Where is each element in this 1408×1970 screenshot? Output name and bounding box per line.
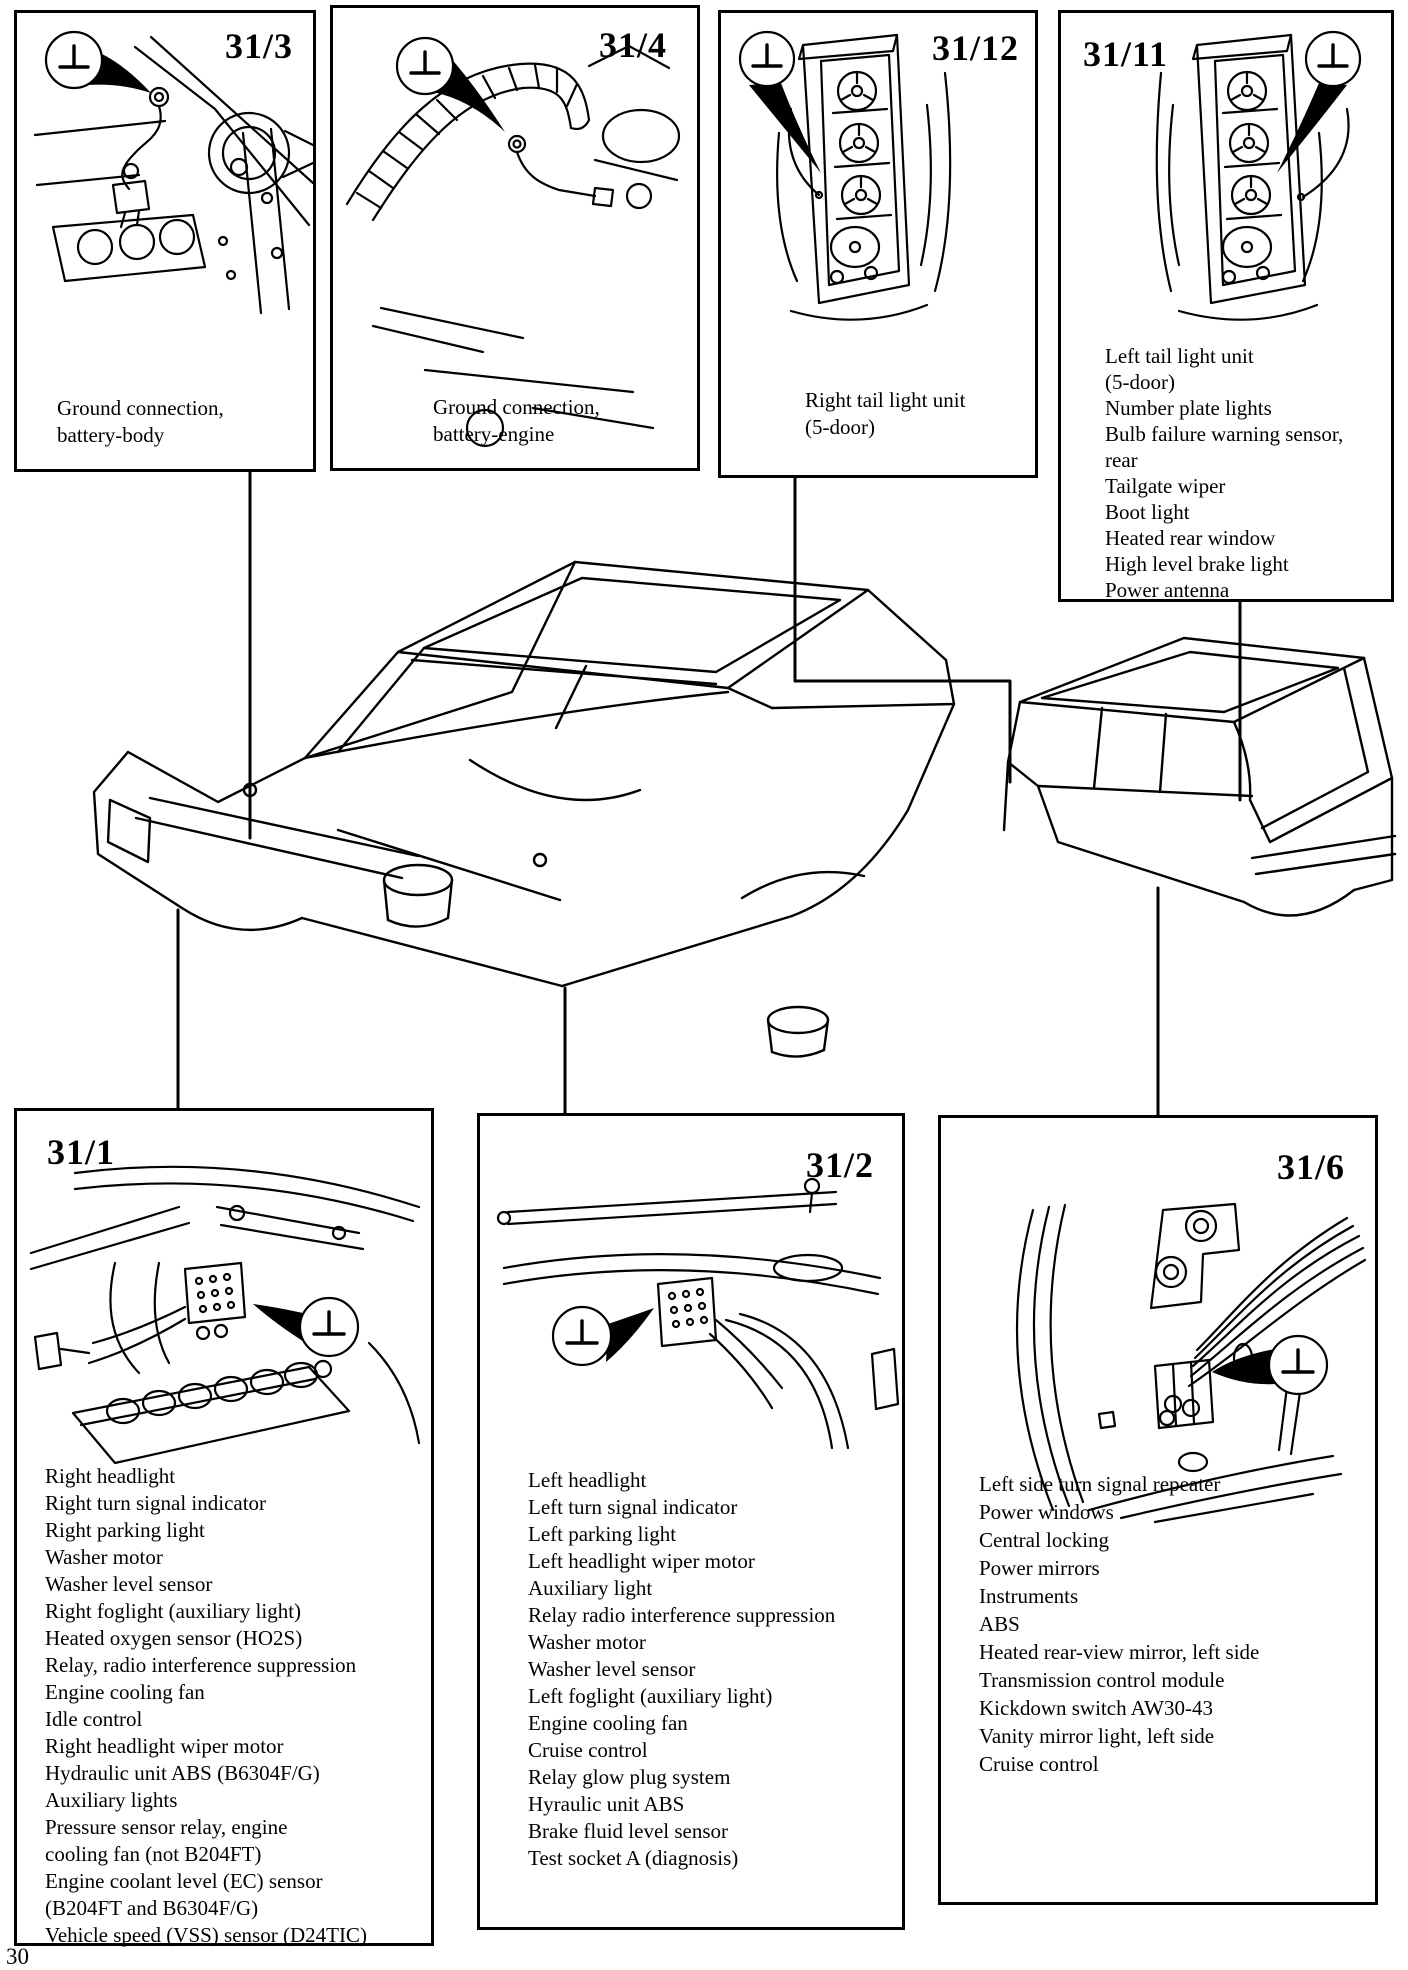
bulb-holders — [1223, 72, 1281, 267]
callout-panel-31-2 — [477, 1113, 905, 1930]
text-line: Relay radio interference suppression — [528, 1603, 836, 1627]
panel-caption — [805, 387, 965, 441]
text-line: Relay, radio interference suppression — [45, 1653, 357, 1677]
text-line: High level brake light — [1105, 552, 1289, 576]
wagon-body-drawing — [1004, 638, 1395, 915]
text-line: Power windows — [979, 1500, 1114, 1524]
text-line: (5-door) — [805, 415, 875, 439]
text-line: Cruise control — [528, 1738, 648, 1762]
text-line: Left headlight wiper motor — [528, 1549, 755, 1573]
panel-code: 31/2 — [805, 1145, 874, 1185]
text-line: Idle control — [45, 1707, 143, 1731]
text-line: Washer motor — [528, 1630, 646, 1654]
text-line: Engine cooling fan — [45, 1680, 205, 1704]
bulb-holders — [831, 72, 891, 267]
text-line: ABS — [979, 1612, 1020, 1636]
text-line: Test socket A (diagnosis) — [528, 1846, 739, 1870]
text-line: Bulb failure warning sensor, — [1105, 422, 1344, 446]
panel-code: 31/4 — [598, 25, 667, 65]
text-line: battery-engine — [433, 422, 555, 446]
text-line: Washer level sensor — [528, 1657, 696, 1681]
text-line: (B204FT and B6304F/G) — [45, 1896, 259, 1920]
text-line: Right headlight wiper motor — [45, 1734, 284, 1758]
ground-symbol-icon — [46, 32, 151, 93]
text-line: Left parking light — [528, 1522, 677, 1546]
text-line: Hyraulic unit ABS — [528, 1792, 685, 1816]
text-line: Engine cooling fan — [528, 1711, 688, 1735]
text-line: Relay glow plug system — [528, 1765, 731, 1789]
callout-panel-31-1 — [14, 1108, 434, 1946]
text-line: Cruise control — [979, 1752, 1099, 1776]
text-line: Power mirrors — [979, 1556, 1100, 1580]
text-line: Ground connection, — [433, 395, 600, 419]
text-line: Right parking light — [45, 1518, 205, 1542]
text-line: Central locking — [979, 1528, 1110, 1552]
text-line: Left headlight — [528, 1468, 647, 1492]
ground-symbol-icon — [740, 32, 821, 173]
ground-symbol-icon — [553, 1307, 654, 1365]
text-line: Engine coolant level (EC) sensor — [45, 1869, 323, 1893]
text-line: rear — [1105, 448, 1138, 472]
text-line: Right turn signal indicator — [45, 1491, 267, 1515]
panel-caption — [57, 395, 224, 449]
text-line: Pressure sensor relay, engine — [45, 1815, 288, 1839]
text-line: Left foglight (auxiliary light) — [528, 1684, 773, 1708]
text-line: Auxiliary lights — [45, 1788, 178, 1812]
ground-symbol-icon — [253, 1298, 358, 1356]
component-list — [528, 1467, 835, 1872]
text-line: Right foglight (auxiliary light) — [45, 1599, 302, 1623]
text-line: Right tail light unit — [805, 388, 966, 412]
text-line: Brake fluid level sensor — [528, 1819, 729, 1843]
panel-code: 31/1 — [47, 1132, 116, 1172]
text-line: (5-door) — [1105, 370, 1175, 394]
text-line: Auxiliary light — [528, 1576, 653, 1600]
text-line: Vehicle speed (VSS) sensor (D24TIC) — [45, 1923, 367, 1947]
text-line: Power antenna — [1105, 578, 1230, 602]
panel-code: 31/11 — [1083, 34, 1169, 74]
text-line: Transmission control module — [979, 1668, 1225, 1692]
page-number: 30 — [6, 1944, 29, 1969]
callout-panel-31-4 — [330, 5, 700, 471]
callout-panel-31-11 — [1058, 10, 1394, 602]
text-line: Left turn signal indicator — [528, 1495, 738, 1519]
text-line: Instruments — [979, 1584, 1079, 1608]
panel-code: 31/6 — [1276, 1147, 1345, 1187]
text-line: Heated rear window — [1105, 526, 1276, 550]
ground-symbol-icon — [1277, 32, 1360, 173]
text-line: Washer level sensor — [45, 1572, 213, 1596]
text-line: Kickdown switch AW30-43 — [979, 1696, 1213, 1720]
callout-panel-31-6 — [938, 1115, 1378, 1905]
text-line: Washer motor — [45, 1545, 163, 1569]
callout-panel-31-3 — [14, 10, 316, 472]
panel-code: 31/12 — [931, 28, 1019, 68]
text-line: cooling fan (not B204FT) — [45, 1842, 262, 1866]
component-list — [45, 1463, 367, 1949]
text-line: Vanity mirror light, left side — [979, 1724, 1215, 1748]
text-line: Ground connection, — [57, 396, 224, 420]
text-line: Right headlight — [45, 1464, 176, 1488]
text-line: Left side turn signal repeater — [979, 1472, 1221, 1496]
text-line: battery-body — [57, 423, 165, 447]
text-line: Left tail light unit — [1105, 344, 1254, 368]
panel-caption — [433, 394, 600, 448]
text-line: Number plate lights — [1105, 396, 1272, 420]
text-line: Tailgate wiper — [1105, 474, 1226, 498]
text-line: Heated oxygen sensor (HO2S) — [45, 1626, 303, 1650]
component-list — [1105, 343, 1343, 603]
callout-panel-31-12 — [718, 10, 1038, 478]
sedan-body-drawing — [94, 562, 954, 1057]
component-list — [979, 1470, 1259, 1778]
text-line: Boot light — [1105, 500, 1190, 524]
panel-code: 31/3 — [224, 26, 293, 66]
text-line: Heated rear-view mirror, left side — [979, 1640, 1260, 1664]
text-line: Hydraulic unit ABS (B6304F/G) — [45, 1761, 320, 1785]
